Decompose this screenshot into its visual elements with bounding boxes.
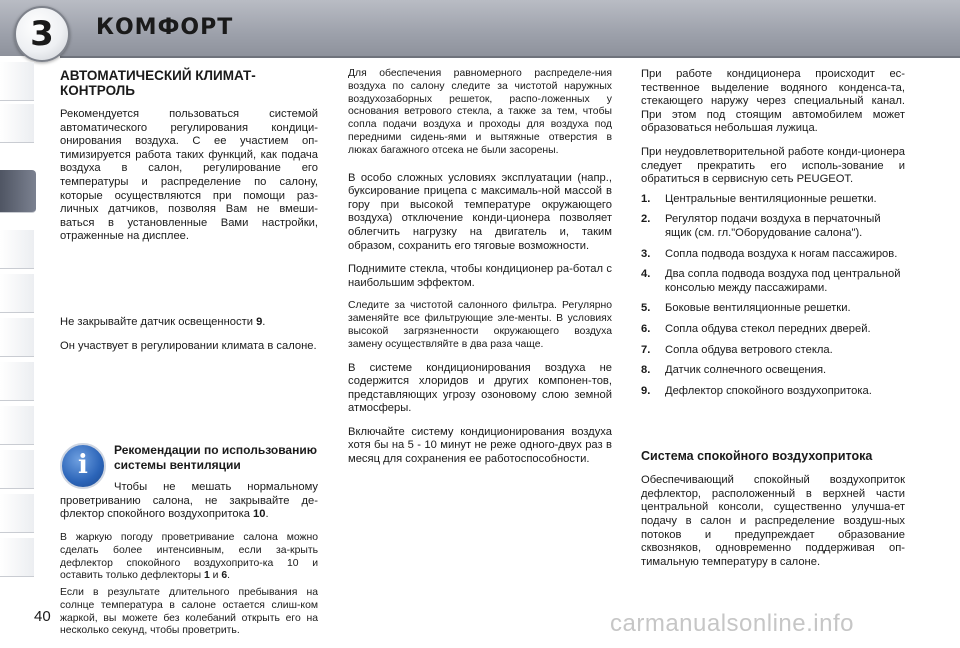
- info-paragraph: [60, 532, 318, 583]
- list-item: [641, 213, 905, 240]
- ref-number: 6: [221, 570, 228, 582]
- item-text: Дефлектор спокойного воздухопритока.: [665, 384, 872, 397]
- chapter-tab[interactable]: [0, 318, 34, 357]
- ref-number: 1: [204, 570, 210, 582]
- column-middle: [348, 68, 612, 477]
- paragraph: Для обеспечения равномерного распределе-ния воздуха по салону следите за чистотой наружных воздухозаборных решеток, распо-ложенных у основания ветрового стекла, а также за тем, чтобы сопла подачи воздуха и проходы для воздуха под передними сидень-ями и вытяжные отверстия в люках багажного отсека не были засорены.: [348, 68, 612, 156]
- list-item: [641, 323, 905, 337]
- paragraph: Поднимите стекла, чтобы кондиционер ра-ботал с наибольшим эффектом.: [348, 263, 612, 289]
- item-text: Центральные вентиляционные решетки.: [665, 192, 877, 205]
- ref-number: 10: [253, 508, 266, 521]
- page-number: 40: [34, 608, 51, 625]
- list-item: [641, 344, 905, 358]
- chapter-tab[interactable]: [0, 230, 34, 269]
- list-item: [641, 193, 905, 207]
- item-text: Боковые вентиляционные решетки.: [665, 302, 851, 315]
- chapter-title: КОМФОРТ: [96, 15, 234, 40]
- paragraph: Он участвует в регулировании климата в салоне.: [60, 339, 317, 352]
- paragraph-sensor: [60, 316, 318, 330]
- chapter-tab[interactable]: [0, 406, 34, 445]
- chapter-tab[interactable]: [0, 450, 34, 489]
- item-text: Датчик солнечного освещения.: [665, 364, 827, 377]
- info-icon: i: [60, 443, 106, 489]
- header-divider: [60, 56, 960, 58]
- chapter-number-badge: [14, 6, 70, 62]
- text: В жаркую погоду проветривание салона можно сделать более интенсивным, если за-крыть дефлектор спокойного воздухоприто-ка 10 и оставить только дефлекторы: [60, 531, 318, 582]
- item-number: 9.: [641, 384, 651, 397]
- text: Чтобы не мешать нормальному проветриванию салона, не закрывайте де-флектор спокойного воздухопритока: [60, 481, 318, 521]
- paragraph: Включайте систему кондиционирования воздуха хотя бы на 5 - 10 минут не реже одного-двух раз в месяц для сохранения ее работоспособности.: [348, 425, 612, 466]
- chapter-tab[interactable]: [0, 494, 34, 533]
- item-number: 6.: [641, 322, 651, 335]
- list-item: [641, 268, 905, 295]
- list-item: [641, 385, 905, 399]
- chapter-tab[interactable]: [0, 104, 34, 143]
- text: Не закрывайте датчик освещенности: [60, 315, 257, 328]
- section-title-climate-control: АВТОМАТИЧЕСКИЙ КЛИМАТ-КОНТРОЛЬ: [60, 68, 256, 98]
- item-text: Сопла подвода воздуха к ногам пассажиров.: [665, 247, 898, 260]
- paragraph: Рекомендуется пользоваться системой автоматического регулирования кондици-онирования воздуха. С ее участием оп-тимизируется работа таких функций, как подача воздуха в салон, регулирование его температуры и распределение по салону, которые осуществляются при помощи раз-личных датчиков, позволяя Вам не вмеши-ваться в установленные Вами настройки, отраженные на дисплее.: [60, 108, 318, 243]
- chapter-tab[interactable]: [0, 274, 34, 313]
- paragraph: При неудовлетворительной работе конди-ционера следует прекратить его исполь-зование и обратиться в сервисную сеть PEUGEOT.: [641, 145, 905, 186]
- item-text: Сопла обдува ветрового стекла.: [665, 343, 833, 356]
- text: .: [227, 570, 231, 582]
- vent-legend-list: [641, 193, 905, 399]
- item-text: Два сопла подвода воздуха под центральной консолью между пассажирами.: [665, 268, 901, 294]
- item-text: Сопла обдува стекол передних дверей.: [665, 322, 871, 335]
- ventilation-tips-box: [60, 443, 318, 638]
- info-paragraph: [60, 481, 318, 522]
- info-paragraph: Если в результате длительного пребывания на солнце температура в салоне остается слиш-ком жаркой, вы можете без колебаний открыть его на несколько секунд, чтобы проветрить.: [60, 587, 318, 637]
- column-right: [641, 68, 905, 579]
- text: .: [262, 315, 266, 328]
- item-text: Регулятор подачи воздуха в перчаточный ящик (см. гл."Оборудование салона").: [665, 213, 881, 239]
- chapter-tab[interactable]: [0, 362, 34, 401]
- chapter-tab-active[interactable]: [0, 170, 36, 213]
- item-number: 7.: [641, 343, 651, 356]
- item-number: 4.: [641, 268, 651, 281]
- chapter-tab[interactable]: [0, 62, 34, 101]
- paragraph: В системе кондиционирования воздуха не содержится хлоридов и других компонен-тов, представляющих угрозу озоновому слою земной атмосферы.: [348, 361, 612, 415]
- info-title: Рекомендации по использованию системы вентиляции: [114, 443, 317, 473]
- text: и: [209, 570, 222, 582]
- list-item: [641, 364, 905, 378]
- item-number: 1.: [641, 192, 651, 205]
- ref-number: 9: [256, 315, 263, 328]
- paragraph: Обеспечивающий спокойный воздухоприток дефлектор, расположенный в верхней части центральной консоли, существенно улучша-ет подачу в салон и распределение воздуш-ных потоков и предупреждает образование сквозняков, одновременно поддерживая оп-тимальную температуру в салоне.: [641, 474, 905, 568]
- list-item: [641, 248, 905, 262]
- chapter-tabs: [0, 62, 38, 622]
- item-number: 2.: [641, 213, 651, 226]
- section-title-calm-airflow: Система спокойного воздухопритока: [641, 449, 873, 464]
- item-number: 3.: [641, 247, 651, 260]
- chapter-tab[interactable]: [0, 538, 34, 577]
- watermark: carmanualsonline.info: [610, 610, 854, 637]
- item-number: 5.: [641, 302, 651, 315]
- paragraph: В особо сложных условиях эксплуатации (напр., буксирование прицепа с максималь-ной массой в гору при высокой температуре окружающего воздуха) отключение конди-ционера позволяет облегчить нагрузку на двигатель и, таким образом, сохранить его тяговые возможности.: [348, 171, 612, 252]
- column-left: [60, 68, 318, 648]
- list-item: [641, 302, 905, 316]
- paragraph: При работе кондиционера происходит ес-тественное выделение водяного конденса-та, стекающего наружу через специальный канал. При этом под стоящим автомобилем может образоваться небольшая лужица.: [641, 68, 905, 135]
- paragraph: Следите за чистотой салонного фильтра. Регулярно заменяйте все фильтрующие эле-менты. В условиях высокой загрязненности окружающего воздуха замену осуществляйте в два раза чаще.: [348, 300, 612, 350]
- text: .: [265, 508, 269, 521]
- chapter-number: 3: [30, 14, 54, 54]
- item-number: 8.: [641, 364, 651, 377]
